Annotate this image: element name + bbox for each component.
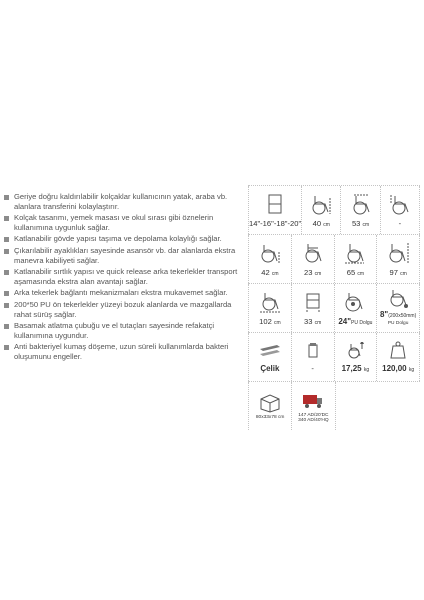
kg-weight-icon <box>385 341 411 361</box>
weight-value: 17,25 kg <box>341 364 370 373</box>
spec-row <box>248 284 420 333</box>
bullet-icon <box>4 324 9 329</box>
rear-wheel-icon <box>342 290 368 314</box>
wheelchair-leg-icon <box>257 241 283 265</box>
empty-cell <box>336 382 378 430</box>
feature-text: 200*50 PU ön tekerlekler yüzeyi bozuk alanlarda ve mazgallarda rahat sürüş sağlar. <box>14 299 232 319</box>
feature-text: Çıkarılabilir ayaklıkları sayesinde asansör vb. dar alanlarda ekstra manevra kabiliyeti sağlar. <box>14 245 236 265</box>
box-size-cell <box>248 382 292 430</box>
capacity-value: 120,00 kg <box>382 364 415 373</box>
leg-length-value: 42 cm <box>261 268 279 277</box>
box-size-value: 80x33x78 cm <box>255 415 285 421</box>
rear-wheel-value: 24"PU Dolgu <box>338 317 373 326</box>
feature-item <box>4 342 246 361</box>
box-icon <box>257 391 283 413</box>
wheelchair-arm-icon <box>300 241 326 265</box>
backrest-cell <box>381 186 420 234</box>
front-wheel-icon <box>385 289 411 309</box>
feature-text: Arka tekerlek bağlantı mekanizmaları ekstra mukavemet sağlar. <box>14 288 228 298</box>
folded-width-value: 65 cm <box>346 268 364 277</box>
inner-width-cell <box>292 284 335 332</box>
paint-icon <box>300 341 326 361</box>
color-value: - <box>311 364 314 373</box>
feature-text: Katlanabilir sırtlık yapısı ve quick release arka tekerlekler transport aşamasında ekstra alan avantajı sağlar. <box>14 267 238 286</box>
seat-height-value: 40 cm <box>312 219 330 228</box>
feature-item <box>4 288 246 298</box>
spec-grid <box>248 185 420 430</box>
feature-item <box>4 192 246 211</box>
feature-text: Kolçak tasarımı, yemek masası ve okul sırası gibi öznelerin kullanımına uygunluk sağlar. <box>14 213 214 232</box>
seat-depth-value: 53 cm <box>351 219 370 228</box>
arm-height-value: 23 cm <box>304 268 322 277</box>
feature-text: Basamak atlatma çubuğu ve el tutaçları sayesinde refakatçi kullanımına uygundur. <box>14 321 215 340</box>
rear-wheel-cell <box>335 284 378 332</box>
front-wheel-cell <box>377 284 420 332</box>
capacity-cell <box>377 333 420 381</box>
feature-text: Anti bakteriyel kumaş döşeme, uzun süreli kullanımlarda bakteri oluşumunu engeller. <box>14 342 229 361</box>
front-wheel-value: 8"(200x50mm) <box>379 310 417 320</box>
bullet-icon <box>4 303 9 308</box>
seat-depth-cell <box>341 186 380 234</box>
bullet-icon <box>4 345 9 350</box>
bullet-icon <box>4 237 9 242</box>
bullet-icon <box>4 270 9 275</box>
bullet-icon <box>4 291 9 296</box>
feature-item <box>4 246 246 265</box>
container-line1: 147 AD/20'DC <box>298 412 329 418</box>
wheelchair-length-icon <box>257 290 283 314</box>
material-value: Çelik <box>260 364 280 373</box>
truck-icon <box>300 389 326 411</box>
wheelchair-seat-height-icon <box>308 192 334 216</box>
wheelchair-front-icon <box>300 290 326 314</box>
leg-length-cell <box>248 235 292 283</box>
folded-width-cell <box>335 235 378 283</box>
weight-cell <box>335 333 378 381</box>
inner-width-value: 33 cm <box>304 317 322 326</box>
backrest-value: - <box>398 219 402 228</box>
spec-row <box>248 185 420 235</box>
total-height-value: 97 cm <box>389 268 407 277</box>
feature-item <box>4 321 246 340</box>
total-length-cell <box>248 284 292 332</box>
bullet-icon <box>4 216 9 221</box>
total-height-cell <box>377 235 420 283</box>
seat-width-cell <box>248 186 302 234</box>
feature-item <box>4 234 246 244</box>
bullet-icon <box>4 195 9 200</box>
bullet-icon <box>4 249 9 254</box>
spec-row <box>248 235 420 284</box>
seat-height-cell <box>302 186 341 234</box>
weight-icon <box>342 341 368 361</box>
empty-cell <box>378 382 420 430</box>
wheelchair-height-icon <box>385 241 411 265</box>
wheelchair-backrest-icon <box>387 192 413 216</box>
feature-text: Geriye doğru kaldırılabilir kolçaklar kullanıcının yatak, araba vb. alanlara transferini kolaylaştırır. <box>14 192 228 211</box>
feature-text: Katlanabilir gövde yapısı taşıma ve depolama kolaylığı sağlar. <box>14 234 222 244</box>
spec-row <box>248 333 420 382</box>
container-cell <box>292 382 335 430</box>
wheelchair-seat-depth-icon <box>348 192 374 216</box>
feature-item <box>4 213 246 232</box>
container-line2: 340 AD/40'HQ <box>298 418 329 423</box>
front-wheel-note: PU Dolgu <box>387 321 409 327</box>
wheelchair-width-icon <box>342 241 368 265</box>
material-cell <box>248 333 292 381</box>
spec-row <box>248 382 420 430</box>
seat-width-icon <box>264 192 286 216</box>
seat-width-value: 14"-16"-18"-20" <box>249 219 302 228</box>
feature-list <box>4 192 246 364</box>
feature-item <box>4 267 246 286</box>
arm-height-cell <box>292 235 335 283</box>
steel-tubes-icon <box>257 341 283 361</box>
total-length-value: 102 cm <box>259 317 281 326</box>
feature-item <box>4 300 246 319</box>
color-cell <box>292 333 335 381</box>
